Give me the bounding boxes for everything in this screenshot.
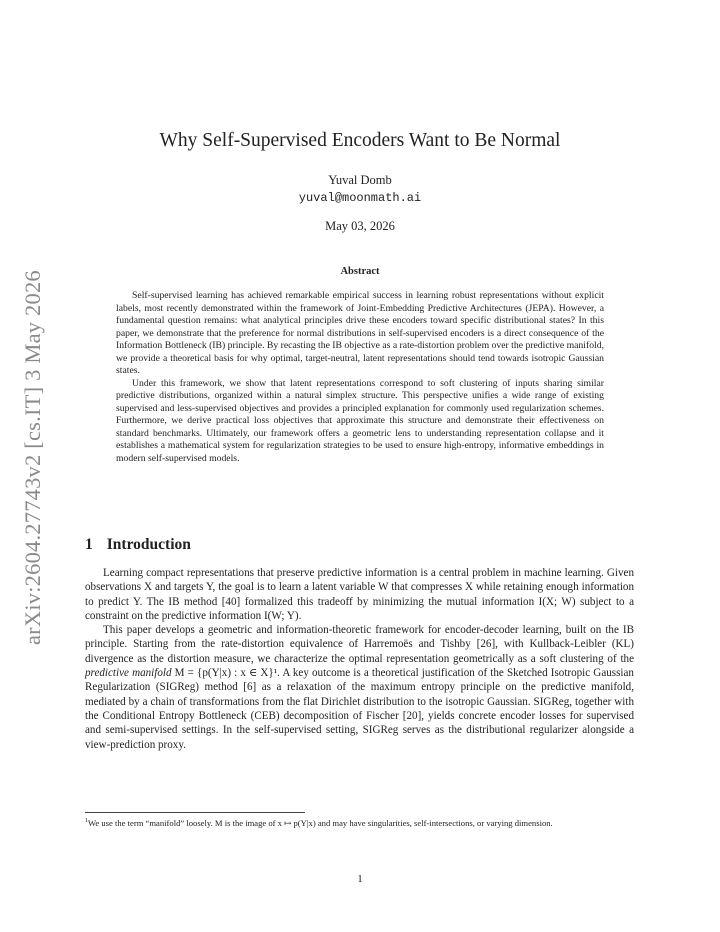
section-number: 1 [85,536,93,553]
intro-paragraph-2-part-1: This paper develops a geometric and information-theoretic framework for encoder-decoder learning, built on the IB principle. Starting from the rate-distortion equivalence of Harremoës and Tishby [26], with Kullback-Leibler (KL) divergence as the distortion measure, we characterize the optimal representation geometrically as a soft clustering of the [85,624,634,665]
abstract-paragraph-1: Self-supervised learning has achieved remarkable empirical success in learning robust representations without explicit labels, most recently demonstrated within the framework of Joint-Embedding Predictive Architectures (JEPA). However, a fundamental question remains: what analytical principles drive these encoders toward specific distributional states? In this paper, we demonstrate that the preference for normal distributions in self-supervised encoders is a direct consequence of the Information Bottleneck (IB) principle. By recasting the IB objective as a rate-distortion problem over the predictive manifold, we provide a theoretical basis for why optimal, target-neutral, latent representations should tend towards isotropic Gaussian states. [116,290,604,376]
section-heading [85,536,191,554]
abstract-heading: Abstract [340,266,380,277]
footnote-marker: 1 [85,818,88,824]
author-name: Yuval Domb [328,173,392,187]
section-title: Introduction [106,536,191,553]
author-email: yuval@moonmath.ai [298,191,422,205]
footnote-text: We use the term “manifold” loosely. M is the image of x ↦ p(Y|x) and may have singularities, self-intersections, or varying dimension. [88,817,553,828]
arxiv-identifier: arXiv:2604.27743v2 [cs.IT] 3 May 2026 [20,270,45,645]
introduction-body [85,566,634,752]
abstract-paragraph-2: Under this framework, we show that latent representations correspond to soft clustering of inputs sharing similar predictive distributions, organized within a natural simplex structure. This perspective unifies a wide range of existing supervised and less-supervised objectives and provides a principled explanation for commonly used regularization schemes. Furthermore, we derive practical loss objectives that approximate this structure and demonstrate their effectiveness on standard benchmarks. Ultimately, our framework offers a geometric lens to understanding representation collapse and it establishes a mathematical system for regularization strategies to be used to ensure high-entropy, informative embeddings in modern self-supervised models. [116,377,604,464]
intro-paragraph-1: Learning compact representations that preserve predictive information is a central problem in machine learning. Given observations X and targets Y, the goal is to learn a latent variable W that compresses X while retaining enough information to predict Y. The IB method [40] formalized this tradeoff by minimizing the mutual information I(X; W) subject to a constraint on the predictive information I(W; Y). [85,567,634,622]
intro-paragraph-2 [85,623,634,752]
footnote [85,816,634,829]
abstract-body [116,290,604,465]
paper-date: May 03, 2026 [325,219,395,233]
page-number: 1 [357,873,363,885]
intro-paragraph-2-part-2: M = {p(Y|x) : x ∈ X}¹. A key outcome is a theoretical justification of the Sketched Isotropic Gaussian Regularization (SIGReg) method [6] as a relaxation of the maximum entropy principle on the predictive manifold, mediated by a chain of transformations from the flat Dirichlet distribution to the isotropic Gaussian. SIGReg, together with the Conditional Entropy Bottleneck (CEB) decomposition of Fischer [20], yields concrete encoder losses for supervised and semi-supervised settings. In the self-supervised setting, SIGReg serves as the distributional regularizer alongside a view-prediction proxy. [85,667,634,751]
footnote-divider [85,812,305,813]
predictive-manifold-term: predictive manifold [85,667,172,680]
paper-title: Why Self-Supervised Encoders Want to Be Normal [159,130,561,151]
